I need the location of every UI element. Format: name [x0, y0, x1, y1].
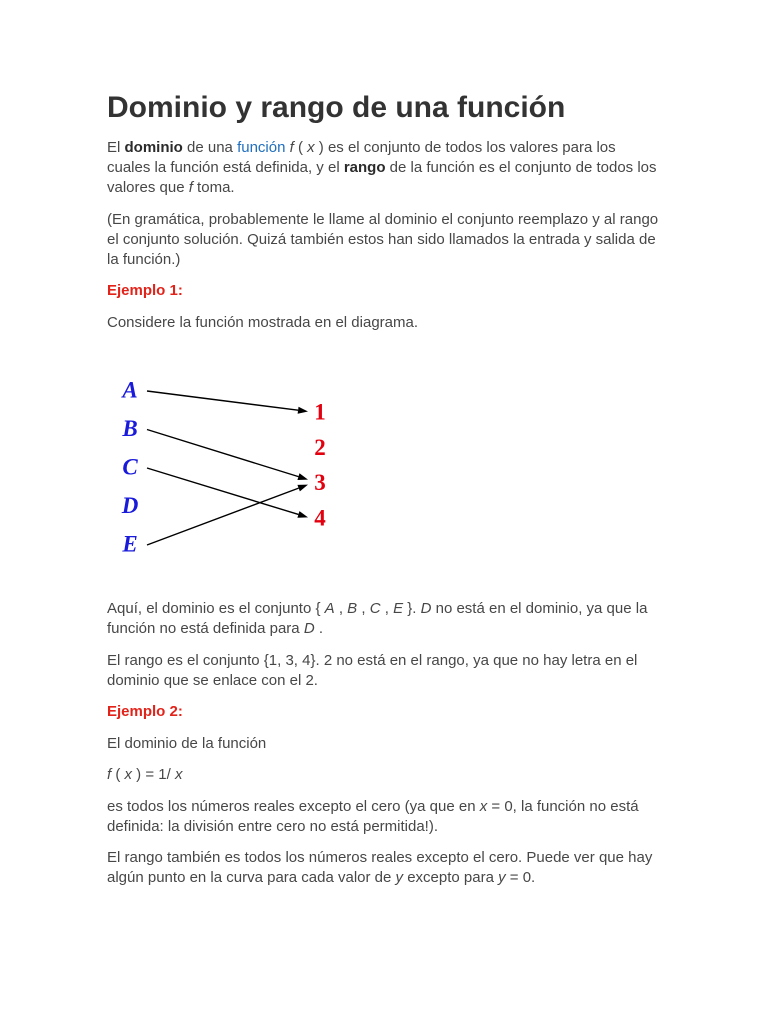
set-element-e: E — [393, 600, 404, 617]
math-variable-x: x — [307, 139, 315, 156]
text-run: = 0. — [505, 869, 536, 886]
text-run: }. — [403, 600, 421, 617]
arrows-group — [147, 391, 308, 545]
range-explanation-1 — [107, 651, 667, 691]
text-line — [107, 868, 667, 888]
set-element-b: B — [347, 600, 358, 617]
text-run: algún punto en la curva para cada valor de — [107, 869, 396, 886]
text-run: de una — [182, 139, 238, 156]
grammar-note-paragraph — [107, 210, 667, 270]
math-variable-x: x — [124, 766, 133, 783]
text-line — [107, 158, 667, 178]
domain-label-c: C — [122, 454, 138, 480]
text-run: Aquí, el dominio es el conjunto { — [107, 600, 325, 617]
arrow-a-to-1 — [147, 391, 298, 410]
text-line — [107, 797, 667, 817]
range-label-2: 2 — [314, 434, 326, 460]
arrow-diagram — [107, 344, 667, 588]
example-1-heading: Ejemplo 1: — [107, 282, 183, 299]
text-line: la función.) — [107, 250, 181, 268]
text-run: ) = 1/ — [132, 766, 175, 783]
term-dominio: dominio — [124, 139, 183, 156]
range-label-1: 1 — [314, 399, 326, 425]
text-run: ( — [293, 139, 308, 156]
arrow-b-to-3 — [147, 430, 298, 477]
labels-group — [120, 378, 326, 557]
page-title: Dominio y rango de una función — [107, 91, 566, 124]
text-line: (En gramática, probablemente le llame al dominio el conjunto reemplazo y al rango — [107, 210, 659, 228]
text-run: El — [107, 139, 125, 156]
text-run: de la función es el conjunto de todos los — [385, 159, 657, 176]
text-run: , — [380, 600, 394, 617]
text-run: = 0, la función no está — [487, 797, 639, 815]
text-line: dominio que se enlace con el 2. — [107, 671, 318, 689]
text-line: definida: la división entre cero no está permitida!). — [107, 817, 439, 835]
text-line — [107, 178, 667, 198]
text-run: valores que — [107, 179, 189, 196]
document-body — [107, 90, 667, 900]
element-d: D — [303, 620, 315, 637]
text-run: cuales la función está definida, y el — [107, 159, 344, 176]
example-2-prompt: El dominio de la función — [107, 734, 267, 752]
text-run: ) es el conjunto de todos los valores para los — [314, 139, 616, 156]
text-run: función no está definida para — [107, 620, 304, 637]
text-line — [107, 599, 667, 619]
arrow-b-to-3-arrowhead — [297, 473, 308, 480]
domain-label-a: A — [122, 377, 138, 403]
text-run: . — [314, 620, 323, 637]
example-1-prompt: Considere la función mostrada en el diagrama. — [107, 313, 419, 331]
domain-explanation-2 — [107, 797, 667, 837]
set-element-a: A — [324, 600, 335, 617]
set-element-c: C — [369, 600, 381, 617]
text-line — [107, 138, 667, 158]
text-line — [107, 619, 667, 639]
text-run: , — [334, 600, 348, 617]
math-variable-f: f — [188, 179, 193, 196]
range-label-4: 4 — [314, 505, 326, 531]
text-run: excepto para — [403, 869, 499, 886]
text-run: toma. — [192, 179, 235, 196]
text-line: El rango es el conjunto {1, 3, 4}. 2 no está en el rango, ya que no hay letra en el — [107, 651, 638, 669]
arrow-c-to-4-arrowhead — [297, 511, 308, 518]
text-run: no está en el dominio, ya que la — [431, 600, 648, 617]
mapping-diagram — [107, 344, 667, 588]
domain-label-b: B — [122, 416, 138, 441]
text-run: ( — [111, 766, 125, 783]
text-run: , — [357, 600, 370, 617]
math-variable-f: f — [107, 766, 112, 783]
range-label-3: 3 — [314, 470, 326, 496]
math-variable-f: f — [289, 139, 294, 156]
arrow-e-to-3 — [147, 488, 299, 545]
function-formula — [107, 765, 667, 785]
text-run: es todos los números reales excepto el cero (ya que en — [107, 797, 480, 815]
text-line: el conjunto solución. Quizá también estos han sido llamados la entrada y salida de — [107, 230, 656, 248]
math-variable-x: x — [174, 766, 183, 783]
arrow-a-to-1-arrowhead — [298, 407, 308, 414]
math-variable-x: x — [479, 797, 488, 815]
domain-label-d: D — [121, 493, 139, 518]
arrow-e-to-3-arrowhead — [297, 485, 308, 492]
domain-label-e: E — [122, 531, 138, 557]
math-variable-y: y — [395, 869, 404, 886]
formula-line — [107, 765, 667, 785]
text-line: El rango también es todos los números reales excepto el cero. Puede ver que hay — [107, 849, 653, 866]
domain-explanation-1 — [107, 599, 667, 639]
example-2-heading: Ejemplo 2: — [107, 703, 183, 720]
term-rango: rango — [343, 159, 386, 176]
range-explanation-2 — [107, 848, 667, 888]
element-d: D — [420, 600, 432, 617]
math-variable-y: y — [498, 869, 506, 886]
definition-paragraph — [107, 138, 667, 198]
funcion-link[interactable]: función — [237, 139, 286, 156]
arrow-c-to-4 — [147, 468, 298, 514]
